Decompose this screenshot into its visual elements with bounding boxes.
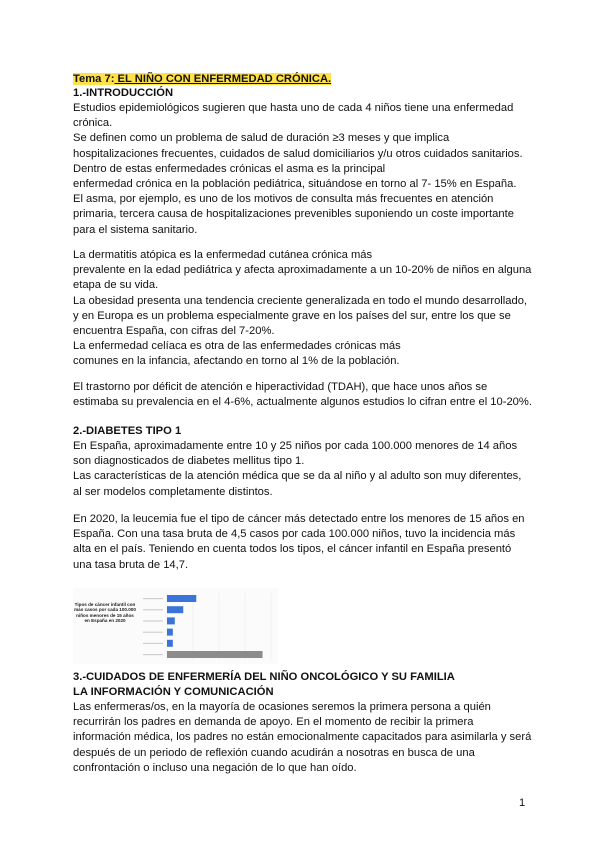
text-line: son diagnosticados de diabetes mellitus tipo 1. [73,455,305,468]
text-line: Se definen como un problema de salud de duración ≥3 meses y que implica [73,132,450,145]
text-line: Las características de la atención médica que se da al niño y al adulto son muy diferentes, [73,470,522,483]
text-line: El asma, por ejemplo, es uno de los motivos de consulta más frecuentes en atención [73,193,494,206]
text-line: al ser modelos completamente distintos. [73,485,273,498]
text-line: encuentra España, con cifras del 7-20%. [73,325,275,338]
section-heading-oncologico: 3.-CUIDADOS DE ENFERMERÍA DEL NIÑO ONCOLÓGICO Y SU FAMILIA [73,671,455,683]
text-line: etapa de su vida. [73,279,159,292]
intro-paragraph-3 [73,380,533,410]
tema-prefix: Tema 7: [73,73,115,85]
text-line: para el sistema sanitario. [73,223,198,236]
cancer-chart [73,588,278,664]
chart-title: Tipos de cáncer infantil con más casos por cada 100.000 niños menores de 15 años en España en 2020 [74,602,136,623]
intro-paragraph-2 [73,248,533,370]
doc-title [73,72,331,87]
intro-paragraph [73,101,533,238]
text-line: España. Con una tasa bruta de 4,5 casos por cada 100.000 niños, tuvo la incidencia más [73,528,516,541]
text-line: hospitalizaciones frecuentes, cuidados de salud domiciliarios y/u otros cuidados sanitarios. [73,147,523,160]
page-number: 1 [519,797,526,809]
section-heading-introduccion: 1.-INTRODUCCIÓN [73,87,174,99]
chart-category-tick [143,643,163,644]
chart-bar [167,595,196,602]
text-line: La enfermedad celíaca es otra de las enfermedades crónicas más [73,340,401,353]
chart-bar [167,640,173,647]
text-line: La dermatitis atópica es la enfermedad cutánea crónica más [73,249,373,261]
text-line: crónica. [73,117,113,130]
chart-bar [167,617,175,624]
text-line: comunes en la infancia, afectando en torno al 1% de la población. [73,355,400,368]
chart-category-tick [143,609,163,610]
text-line: En 2020, la leucemia fue el tipo de cáncer más detectado entre los menores de 15 años en [73,513,525,525]
text-line: La obesidad presenta una tendencia creciente generalizada en todo el mundo desarrollado, [73,294,528,307]
text-line: alta en el país. Teniendo en cuenta todos los tipos, el cáncer infantil en España presentó [73,543,512,556]
chart-category-tick [143,620,163,621]
cancer-paragraph [73,512,533,573]
text-line: confrontación o incluso una negación de lo que han oído. [73,761,357,774]
text-line: después de un periodo de reflexión cuando acudirán a nosotras en busca de una [73,746,475,759]
text-line: información médica, los padres no están emocionalmente capacitados para asimilarla y será [73,731,532,744]
text-line: Estudios epidemiológicos sugieren que hasta uno de cada 4 niños tiene una enfermedad [73,102,514,114]
text-line: Las enfermeras/os, en la mayoría de ocasiones seremos la primera persona a quién [73,701,491,713]
text-line: recurrirán los padres en demanda de apoyo. En el momento de recibir la primera [73,716,474,729]
text-line: Dentro de estas enfermedades crónicas el asma es la principal [73,162,386,175]
text-line: prevalente en la edad pediátrica y afecta aproximadamente a un 10-20% de niños en alguna [73,264,532,277]
section-heading-diabetes: 2.-DIABETES TIPO 1 [73,425,182,437]
chart-svg [73,588,278,664]
onco-paragraph [73,700,533,776]
chart-bar [167,606,183,613]
text-line: primaria, tercera causa de hospitalizaciones prevenibles suponiendo un coste importante [73,208,514,221]
text-line: estimaba su prevalencia en el 4-6%, actualmente algunos estudios lo cifran entre el 10-20%. [73,396,532,409]
text-line: En España, aproximadamente entre 10 y 25 niños por cada 100.000 menores de 14 años [73,440,518,452]
chart-bar [167,629,173,636]
tema-title: EL NIÑO CON ENFERMEDAD CRÓNICA. [114,73,332,85]
chart-category-tick [143,654,163,655]
diabetes-paragraph [73,439,533,500]
text-line: y en Europa es un problema especialmente grave en los países del sur, entre los que se [73,309,511,322]
text-line: El trastorno por déficit de atención e hiperactividad (TDAH), que hace unos años se [73,381,488,393]
chart-bar [167,651,263,658]
text-line: enfermedad crónica en la población pediátrica, situándose en torno al 7- 15% en España. [73,178,517,191]
chart-category-tick [143,632,163,633]
subheading-informacion: LA INFORMACIÓN Y COMUNICACIÓN [73,686,274,698]
text-line: una tasa bruta de 14,7. [73,558,189,571]
chart-category-tick [143,598,163,599]
